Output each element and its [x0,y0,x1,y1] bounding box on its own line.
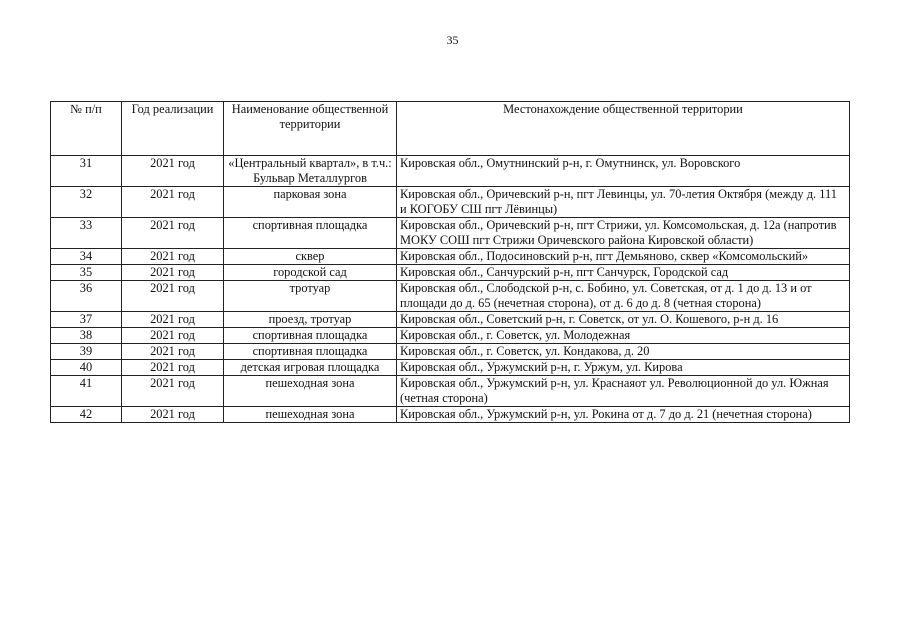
row-year: 2021 год [122,265,224,281]
page-number: 35 [446,33,459,47]
row-name: городской сад [224,265,397,281]
row-year: 2021 год [122,281,224,312]
row-name: детская игровая площадка [224,360,397,376]
row-number: 37 [51,312,122,328]
row-number: 42 [51,407,122,423]
row-name: сквер [224,249,397,265]
row-year: 2021 год [122,376,224,407]
row-number: 36 [51,281,122,312]
row-number: 33 [51,218,122,249]
row-number: 35 [51,265,122,281]
table-row [51,218,850,249]
table-row [51,249,850,265]
row-name: спортивная площадка [224,328,397,344]
row-number: 31 [51,156,122,187]
row-year: 2021 год [122,328,224,344]
table-row [51,360,850,376]
table-row [51,265,850,281]
row-name: тротуар [224,281,397,312]
table-row [51,407,850,423]
territories-table [50,101,850,423]
row-number: 38 [51,328,122,344]
header-name: Наименование общественной территории [224,102,397,156]
row-year: 2021 год [122,187,224,218]
row-name: спортивная площадка [224,344,397,360]
row-location: Кировская обл., Уржумский р-н, ул. Рокина от д. 7 до д. 21 (нечетная сторона) [397,407,850,423]
table-row [51,187,850,218]
row-location: Кировская обл., Омутнинский р-н, г. Омутнинск, ул. Воровского [397,156,850,187]
row-year: 2021 год [122,156,224,187]
row-number: 34 [51,249,122,265]
row-name: парковая зона [224,187,397,218]
table-header-row [51,102,850,156]
row-name: пешеходная зона [224,376,397,407]
row-year: 2021 год [122,407,224,423]
row-year: 2021 год [122,344,224,360]
row-location: Кировская обл., Слободской р-н, с. Бобино, ул. Советская, от д. 1 до д. 13 и от площади до д. 65 (нечетная сторона), от д. 6 до д. 8 (четная сторона) [397,281,850,312]
table-row [51,156,850,187]
row-location: Кировская обл., Оричевский р-н, пгт Стрижи, ул. Комсомольская, д. 12а (напротив МОКУ СОШ пгт Стрижи Оричевского района Кировской области) [397,218,850,249]
row-year: 2021 год [122,360,224,376]
row-location: Кировская обл., Уржумский р-н, ул. Краснаяот ул. Революционной до ул. Южная (четная сторона) [397,376,850,407]
row-name: проезд, тротуар [224,312,397,328]
row-location: Кировская обл., г. Советск, ул. Молодежная [397,328,850,344]
table-body [51,156,850,423]
header-year: Год реализации [122,102,224,156]
row-number: 40 [51,360,122,376]
row-location: Кировская обл., Подосиновский р-н, пгт Демьяново, сквер «Комсомольский» [397,249,850,265]
table-row [51,281,850,312]
table-row [51,328,850,344]
row-name: «Центральный квартал», в т.ч.: Бульвар Металлургов [224,156,397,187]
row-year: 2021 год [122,218,224,249]
table-row [51,312,850,328]
row-location: Кировская обл., Санчурский р-н, пгт Санчурск, Городской сад [397,265,850,281]
row-year: 2021 год [122,249,224,265]
header-number: № п/п [51,102,122,156]
row-location: Кировская обл., г. Советск, ул. Кондакова, д. 20 [397,344,850,360]
row-location: Кировская обл., Оричевский р-н, пгт Левинцы, ул. 70-летия Октября (между д. 111 и КОГОБУ СШ пгт Лёвинцы) [397,187,850,218]
row-location: Кировская обл., Уржумский р-н, г. Уржум, ул. Кирова [397,360,850,376]
row-location: Кировская обл., Советский р-н, г. Советск, от ул. О. Кошевого, р-н д. 16 [397,312,850,328]
row-name: пешеходная зона [224,407,397,423]
table-row [51,376,850,407]
header-location: Местонахождение общественной территории [397,102,850,156]
row-number: 32 [51,187,122,218]
table-row [51,344,850,360]
row-name: спортивная площадка [224,218,397,249]
row-number: 41 [51,376,122,407]
row-number: 39 [51,344,122,360]
row-year: 2021 год [122,312,224,328]
